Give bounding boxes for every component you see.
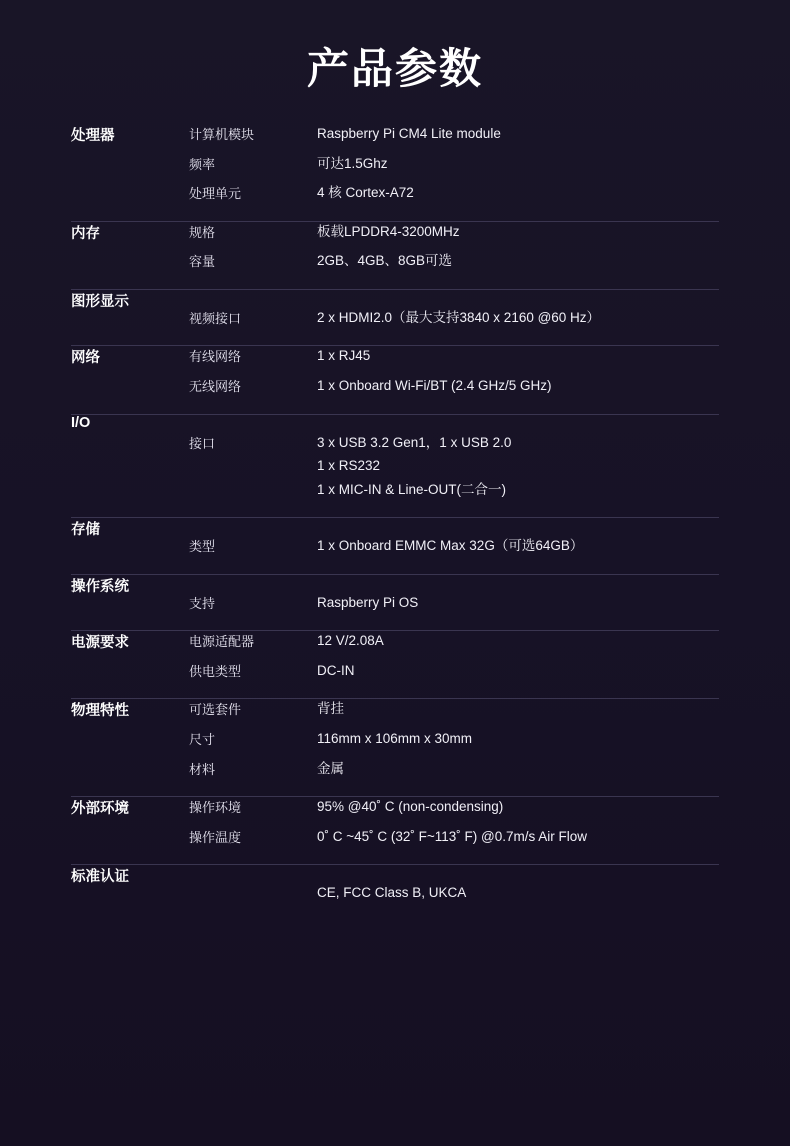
- spec-detail-cell: [189, 518, 719, 575]
- spec-category-label: I/O: [71, 414, 189, 518]
- spec-detail-row: [189, 144, 719, 174]
- spec-item-value: [317, 699, 719, 719]
- spec-detail-cell: [189, 699, 719, 797]
- spec-detail-table: [189, 518, 719, 574]
- spec-item-value-line: 1 x RJ45: [317, 348, 371, 364]
- spec-detail-row: [189, 346, 719, 366]
- spec-category-label: 内存: [71, 221, 189, 289]
- spec-detail-table: [189, 415, 719, 518]
- spec-detail-row: [189, 631, 719, 651]
- spec-item-value-line: 背挂: [317, 701, 344, 717]
- spec-category-label: 存储: [71, 518, 189, 575]
- spec-detail-row: [189, 366, 719, 414]
- spec-detail-cell: [189, 414, 719, 518]
- spec-item-value: [317, 719, 719, 749]
- spec-item-label: 操作环境: [189, 800, 242, 816]
- spec-detail-row: [189, 865, 719, 921]
- spec-detail-row: [189, 173, 719, 221]
- spec-item-value-line: 1 x Onboard Wi-Fi/BT (2.4 GHz/5 GHz): [317, 377, 552, 393]
- spec-item-value-line: 金属: [317, 760, 344, 776]
- spec-item-value-line: Raspberry Pi OS: [317, 594, 419, 610]
- spec-item-value: [317, 518, 719, 574]
- spec-detail-row: [189, 651, 719, 699]
- spec-item-value: [317, 817, 719, 865]
- spec-detail-row: [189, 124, 719, 144]
- spec-item-value: [317, 173, 719, 221]
- spec-item-value-line: 1 x Onboard EMMC Max 32G（可选64GB）: [317, 538, 584, 554]
- spec-item-label: 尺寸: [189, 732, 216, 747]
- spec-category-label: 操作系统: [71, 574, 189, 631]
- spec-item-label: 有线网络: [189, 349, 242, 365]
- spec-section-row: [71, 414, 719, 518]
- spec-detail-row: [189, 222, 719, 242]
- spec-detail-table: [189, 290, 719, 346]
- spec-section-row: [71, 346, 719, 414]
- spec-detail-row: [189, 415, 719, 518]
- spec-item-value: [317, 631, 719, 651]
- spec-detail-cell: [189, 574, 719, 631]
- spec-detail-table: [189, 222, 719, 289]
- spec-detail-cell: [189, 346, 719, 414]
- spec-section-row: [71, 797, 719, 865]
- spec-category-label: 图形显示: [71, 289, 189, 346]
- spec-item-label: [189, 865, 317, 921]
- spec-item-label: 支持: [189, 595, 216, 611]
- spec-item-value: [317, 865, 719, 921]
- spec-detail-row: [189, 797, 719, 817]
- spec-item-value: [317, 575, 719, 631]
- spec-category-label: 网络: [71, 346, 189, 414]
- spec-item-value-line: 1 x MIC-IN & Line-OUT(二合一): [317, 481, 507, 497]
- spec-item-value-line: 2 x HDMI2.0（最大支持3840 x 2160 @60 Hz）: [317, 309, 601, 325]
- spec-detail-row: [189, 575, 719, 631]
- spec-item-value-line: 板载LPDDR4-3200MHz: [317, 223, 460, 239]
- spec-category-label: 外部环境: [71, 797, 189, 865]
- spec-detail-row: [189, 518, 719, 574]
- spec-category-label: 物理特性: [71, 699, 189, 797]
- spec-item-label: 无线网络: [189, 378, 242, 394]
- spec-item-value-line: DC-IN: [317, 662, 355, 678]
- spec-item-label: 接口: [189, 435, 216, 451]
- spec-item-label: 供电类型: [189, 663, 242, 679]
- spec-detail-cell: [189, 221, 719, 289]
- spec-detail-row: [189, 290, 719, 346]
- spec-detail-table: [189, 699, 719, 796]
- spec-detail-row: [189, 699, 719, 719]
- spec-item-label: 处理单元: [189, 186, 242, 202]
- spec-item-value: [317, 797, 719, 817]
- spec-item-label: 操作温度: [189, 829, 242, 845]
- spec-item-label: 电源适配器: [189, 634, 255, 650]
- spec-detail-table: [189, 575, 719, 631]
- spec-category-label: 标准认证: [71, 869, 129, 886]
- spec-item-value-line: 95% @40˚ C (non-condensing): [317, 799, 504, 815]
- spec-item-label: 可选套件: [189, 702, 242, 718]
- spec-detail-row: [189, 817, 719, 865]
- spec-item-value: [317, 124, 719, 144]
- spec-detail-cell: [189, 289, 719, 346]
- spec-item-value: [317, 144, 719, 174]
- spec-detail-table: [189, 346, 719, 413]
- spec-item-value-line: 12 V/2.08A: [317, 633, 384, 649]
- spec-section-row: [71, 124, 719, 221]
- spec-detail-table: [189, 797, 719, 864]
- spec-item-value: [317, 749, 719, 797]
- spec-item-value: [317, 366, 719, 414]
- spec-item-label: 频率: [189, 156, 216, 172]
- spec-table: [71, 124, 719, 921]
- spec-table-body: [71, 124, 719, 921]
- spec-detail-table: [189, 124, 719, 221]
- spec-item-value: [317, 651, 719, 699]
- spec-detail-cell: [189, 865, 719, 921]
- spec-section-row: [71, 518, 719, 575]
- spec-item-value: [317, 222, 719, 242]
- spec-section-row: [71, 221, 719, 289]
- spec-detail-row: [189, 749, 719, 797]
- spec-item-value-line: 3 x USB 3.2 Gen1，1 x USB 2.0: [317, 434, 512, 450]
- spec-item-value: [317, 290, 719, 346]
- spec-detail-row: [189, 719, 719, 749]
- spec-item-value-line: 2GB、4GB、8GB可选: [317, 253, 453, 269]
- spec-detail-table: [189, 865, 719, 921]
- spec-section-row: [71, 631, 719, 699]
- spec-item-label: 视频接口: [189, 310, 242, 326]
- page-title: 产品参数: [306, 45, 483, 92]
- spec-detail-cell: [189, 631, 719, 699]
- spec-detail-table: [189, 631, 719, 698]
- spec-item-label: 容量: [189, 254, 216, 270]
- spec-item-value: [317, 415, 719, 518]
- spec-item-label: 计算机模块: [189, 127, 255, 142]
- spec-detail-cell: [189, 797, 719, 865]
- spec-category-label: 电源要求: [71, 631, 189, 699]
- spec-item-value: [317, 241, 719, 289]
- spec-item-value-line: Raspberry Pi CM4 Lite module: [317, 126, 501, 141]
- spec-item-value-line: CE, FCC Class B, UKCA: [317, 885, 467, 901]
- spec-item-value-line: 116mm x 106mm x 30mm: [317, 731, 473, 746]
- spec-section-row: [71, 289, 719, 346]
- spec-item-value: [317, 346, 719, 366]
- spec-category-label: 处理器: [71, 124, 189, 221]
- spec-section-row: [71, 699, 719, 797]
- spec-section-row: [71, 574, 719, 631]
- spec-item-value-line: 0˚ C ~45˚ C (32˚ F~113˚ F) @0.7m/s Air Flow: [317, 828, 588, 844]
- spec-section-row: [71, 865, 719, 921]
- spec-detail-row: [189, 241, 719, 289]
- spec-item-label: 材料: [189, 761, 216, 777]
- spec-detail-cell: [189, 124, 719, 221]
- spec-item-value-line: 4 核 Cortex-A72: [317, 185, 414, 201]
- spec-item-label: 类型: [189, 539, 216, 555]
- spec-item-value-line: 可达1.5Ghz: [317, 155, 388, 171]
- spec-item-label: 规格: [189, 224, 216, 240]
- spec-item-value-line: 1 x RS232: [317, 458, 381, 474]
